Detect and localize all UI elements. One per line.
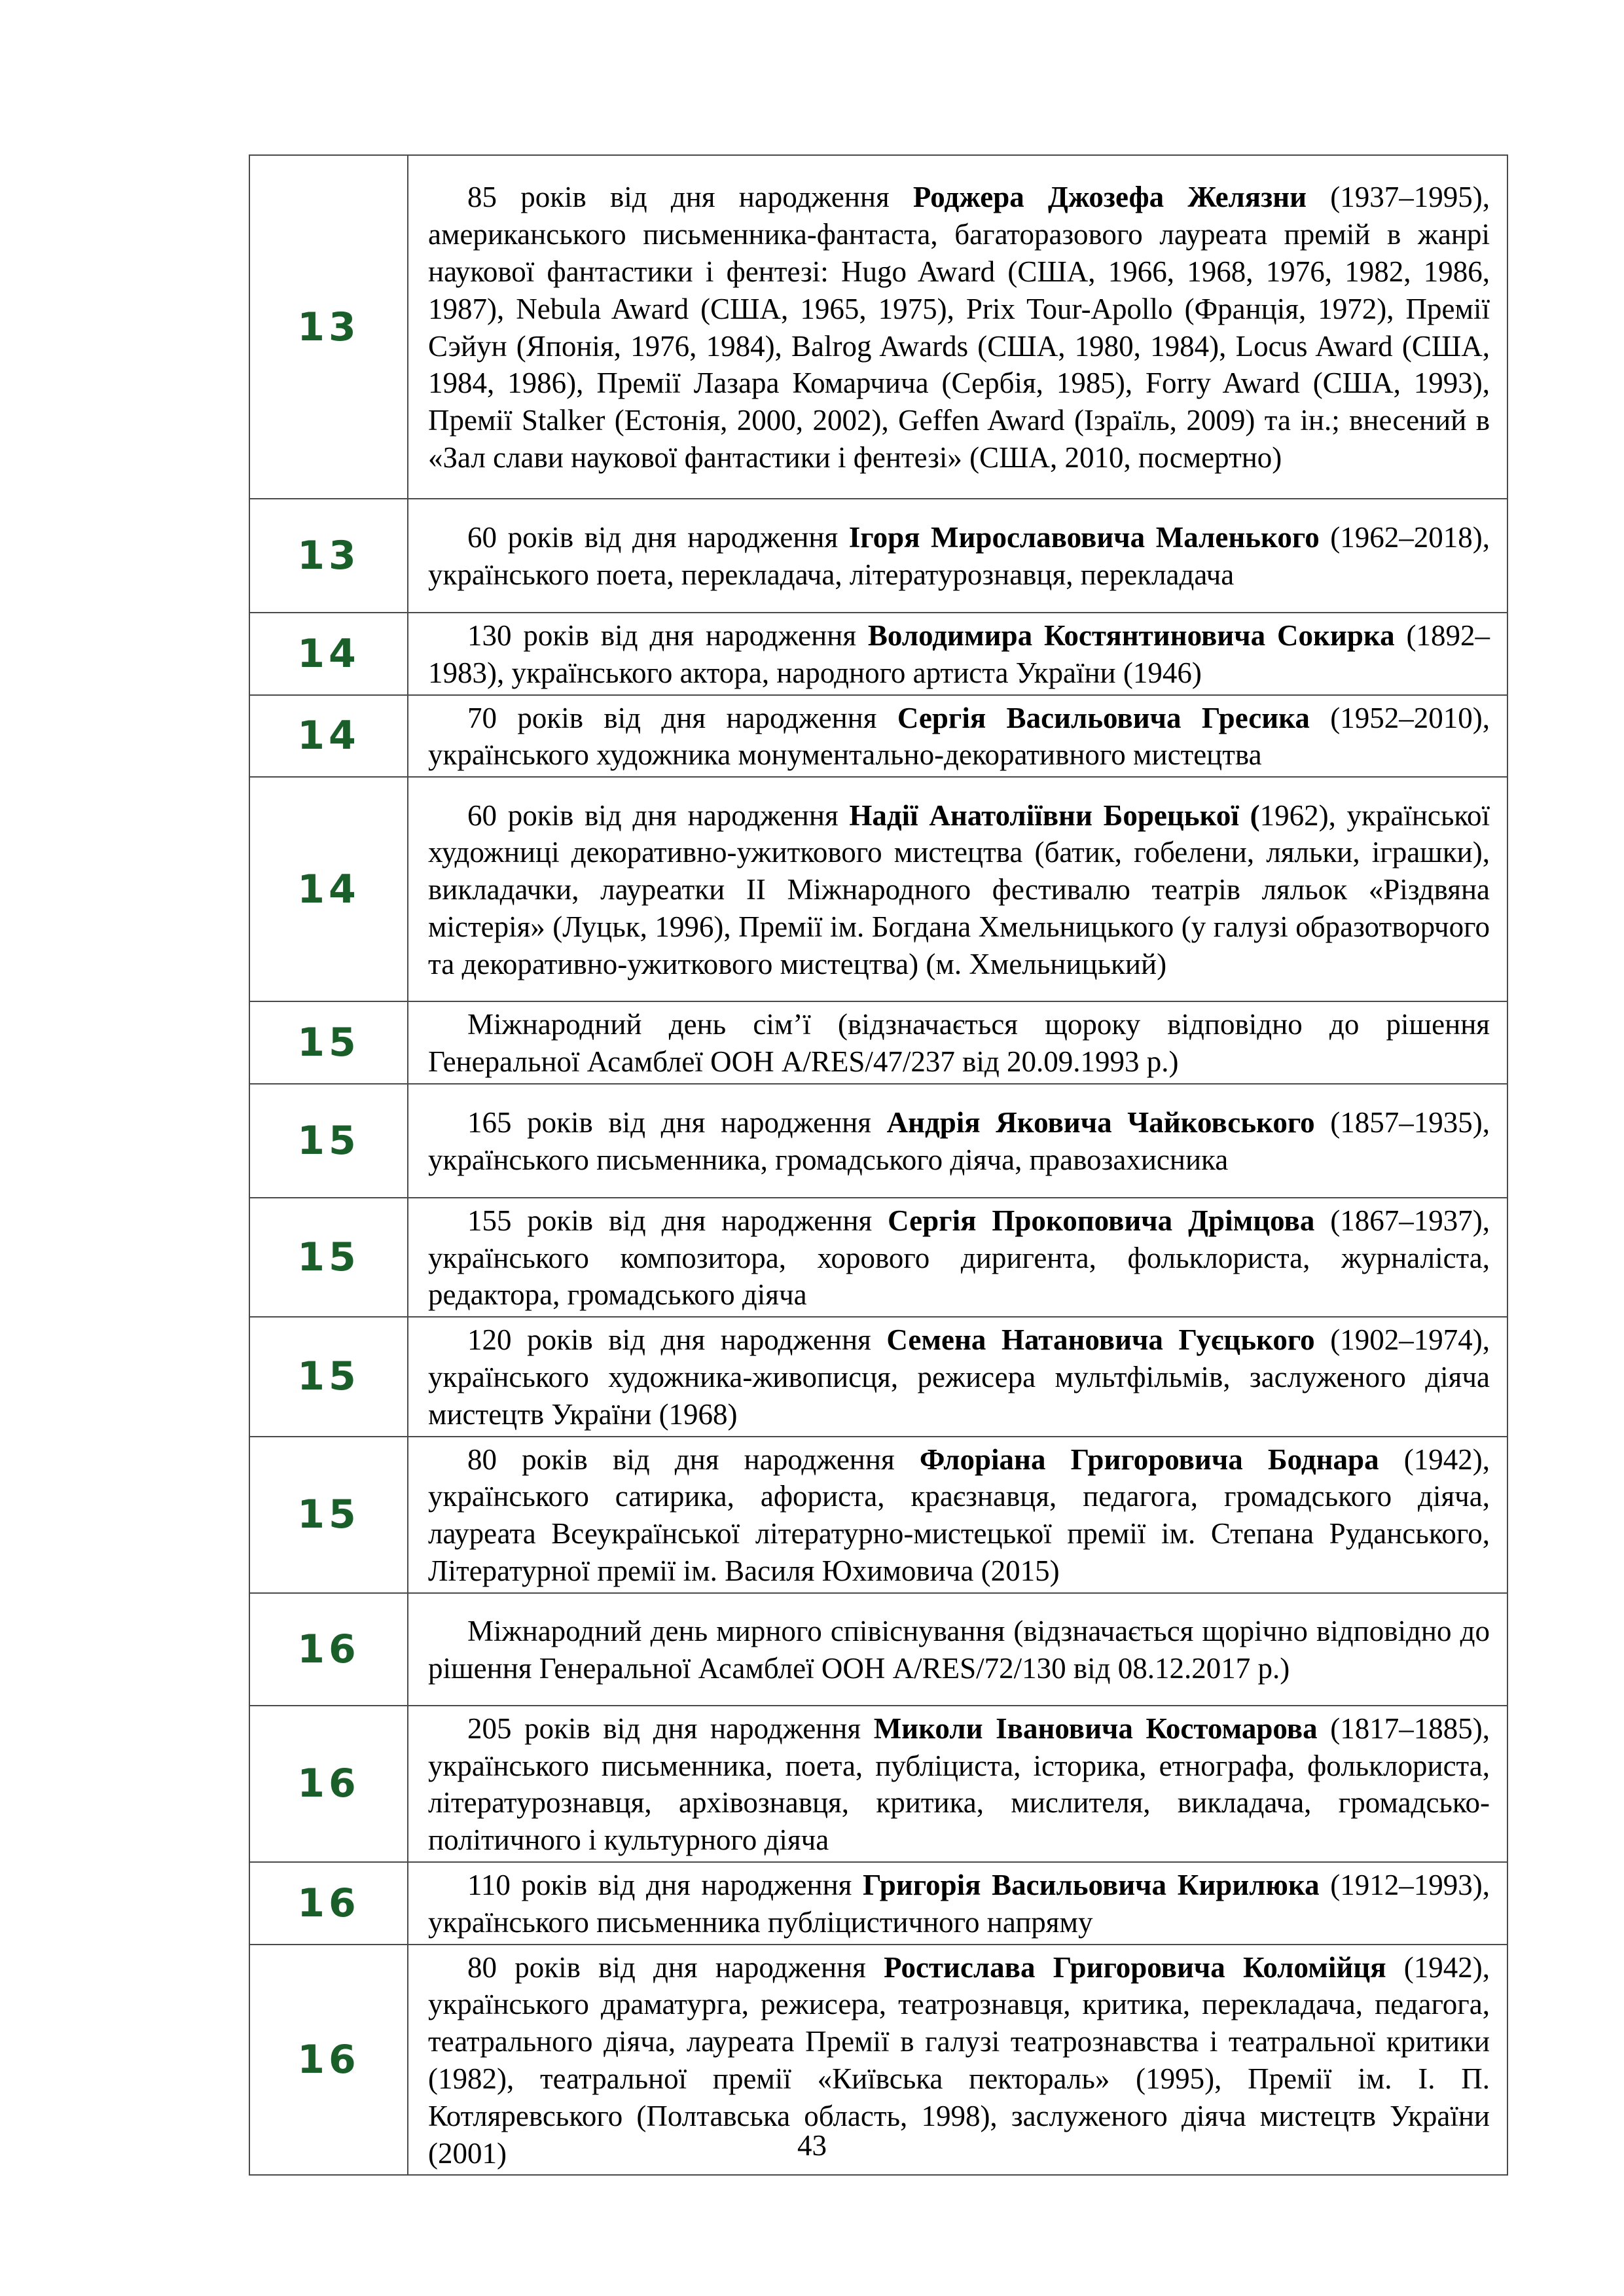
table-row: [249, 1706, 1507, 1862]
person-name: Семена Натановича Гуєцького: [886, 1323, 1315, 1357]
person-name: Надії Анатоліївни Борецької (: [849, 798, 1260, 832]
day-number: 15: [249, 1437, 408, 1593]
day-number: 14: [249, 695, 408, 778]
event-text: (1912–1993), українського письменника публіцистичного напряму: [428, 1868, 1490, 1939]
event-description: [408, 1317, 1507, 1436]
event-description: [408, 1001, 1507, 1084]
person-name: Флоріана Григоровича Боднара: [919, 1443, 1379, 1476]
event-description: [408, 155, 1507, 499]
table-row: [249, 155, 1507, 499]
event-description: [408, 1437, 1507, 1593]
table-row: [249, 499, 1507, 613]
table-row: [249, 1593, 1507, 1706]
day-number: 13: [249, 499, 408, 613]
event-text: 205 років від дня народження: [467, 1712, 874, 1745]
event-text: (1902–1974), українського художника-живописця, режисера мультфільмів, заслуженого діяча мистецтв України (1968): [428, 1323, 1490, 1431]
person-name: Миколи Івановича Костомарова: [873, 1712, 1318, 1745]
event-description: [408, 1862, 1507, 1945]
person-name: Володимира Костянтиновича Сокирка: [867, 619, 1395, 652]
event-description: [408, 1706, 1507, 1862]
event-description: [408, 695, 1507, 778]
event-text: (1952–2010), українського художника монументально-декоративного мистецтва: [428, 701, 1490, 772]
event-text: 110 років від дня народження: [467, 1868, 863, 1901]
event-text: (1937–1995), американського письменника-фантаста, багаторазового лауреата премій в жанрі наукової фантастики і фентезі: Hugo Award (США, 1966, 1968, 1976, 1982, 1986, 1987), Nebula Award (США, 1965, 1975), Prix Tour-Apollo (Франція, 1972), Премії Сэйун (Японія, 1976, 1984), Balrog Awards (США, 1980, 1984), Locus Award (США, 1984, 1986), Премії Лазара Комарчича (Сербія, 1985), Forry Award (США, 1993), Премії Stalker (Естонія, 2000, 2002), Geffen Award (Ізраїль, 2009) та ін.; внесений в «Зал слави наукової фантастики і фентезі» (США, 2010, посмертно): [428, 181, 1490, 474]
day-number: 14: [249, 777, 408, 1001]
table-row: [249, 1317, 1507, 1436]
day-number: 14: [249, 613, 408, 695]
day-number: 15: [249, 1001, 408, 1084]
event-description: [408, 1198, 1507, 1317]
person-name: Роджера Джозефа Желязни: [912, 181, 1307, 214]
event-text: 80 років від дня народження: [467, 1950, 884, 1984]
person-name: Сергія Васильовича Гресика: [897, 701, 1310, 734]
person-name: Ростислава Григоровича Коломійця: [884, 1950, 1386, 1984]
event-description: [408, 1084, 1507, 1198]
day-number: 13: [249, 155, 408, 499]
table-row: [249, 695, 1507, 778]
person-name: Ігоря Мирославовича Маленького: [848, 521, 1320, 554]
event-text: 120 років від дня народження: [467, 1323, 887, 1357]
event-text: (1942), українського сатирика, афориста, краєзнавця, педагога, громадського діяча, лауреата Всеукраїнської літературно-мистецької премії ім. Степана Руданського, Літературної премії ім. Василя Юхимовича (2015): [428, 1443, 1490, 1587]
table-row: [249, 1862, 1507, 1945]
event-text: (1942), українського драматурга, режисера, театрознавця, критика, перекладача, педагога, театрального діяча, лауреата Премії в галузі театрознавства і театральної критики (1982), театральної премії «Київська пектораль» (1995), Премії ім. І. П. Котляревського (Полтавська область, 1998), заслуженого діяча мистецтв України (2001): [428, 1950, 1490, 2170]
day-number: 15: [249, 1317, 408, 1436]
page-number: 43: [797, 2129, 827, 2162]
event-description: [408, 1593, 1507, 1706]
event-description: [408, 499, 1507, 613]
day-number: 15: [249, 1084, 408, 1198]
event-text: 60 років від дня народження: [467, 798, 850, 832]
table-row: [249, 1001, 1507, 1084]
event-text: 130 років від дня народження: [467, 619, 868, 652]
event-text: Міжнародний день сім’ї (відзначається щороку відповідно до рішення Генеральної Асамблеї ООН A/RES/47/237 від 20.09.1993 р.): [428, 1008, 1490, 1078]
event-text: 165 років від дня народження: [467, 1105, 887, 1139]
event-text: 80 років від дня народження: [467, 1443, 920, 1476]
day-number: 15: [249, 1198, 408, 1317]
table-row: [249, 1198, 1507, 1317]
person-name: Андрія Яковича Чайковського: [886, 1105, 1315, 1139]
event-text: 60 років від дня народження: [467, 521, 849, 554]
person-name: Григорія Васильовича Кирилюка: [863, 1868, 1320, 1901]
event-text: Міжнародний день мирного співіснування (відзначається щорічно відповідно до рішення Генеральної Асамблеї ООН A/RES/72/130 від 08.12.2017 р.): [428, 1614, 1490, 1685]
event-text: (1857–1935), українського письменника, громадського діяча, правозахисника: [428, 1105, 1490, 1176]
day-number: 16: [249, 1862, 408, 1945]
event-text: (1892–1983), українського актора, народного артиста України (1946): [428, 619, 1490, 689]
event-text: 70 років від дня народження: [467, 701, 897, 734]
table-row: [249, 1084, 1507, 1198]
table-row: [249, 1437, 1507, 1593]
table-row: [249, 777, 1507, 1001]
event-text: 85 років від дня народження: [467, 181, 913, 214]
event-text: (1962–2018), українського поета, перекладача, літературознавця, перекладача: [428, 521, 1490, 591]
event-text: (1867–1937), українського композитора, хорового диригента, фольклориста, журналіста, редактора, громадського діяча: [428, 1204, 1490, 1312]
day-number: 16: [249, 1945, 408, 2176]
event-description: [408, 613, 1507, 695]
person-name: Сергія Прокоповича Дрімцова: [888, 1204, 1315, 1237]
event-text: 155 років від дня народження: [467, 1204, 888, 1237]
day-number: 16: [249, 1706, 408, 1862]
calendar-table: [249, 154, 1508, 2176]
table-row: [249, 613, 1507, 695]
day-number: 16: [249, 1593, 408, 1706]
event-text: 1962), української художниці декоративно-ужиткового мистецтва (батик, гобелени, ляльки, іграшки), викладачки, лауреатки II Міжнародного фестивалю театрів ляльок «Різдвяна містерія» (Луцьк, 1996), Премії ім. Богдана Хмельницького (у галузі образотворчого та декоративно-ужиткового мистецтва) (м. Хмельницький): [428, 798, 1490, 980]
event-description: [408, 777, 1507, 1001]
event-text: (1817–1885), українського письменника, поета, публіциста, історика, етнографа, фольклориста, літературознавця, архівознавця, критика, мислителя, викладача, громадсько-політичного і культурного діяча: [428, 1712, 1490, 1857]
